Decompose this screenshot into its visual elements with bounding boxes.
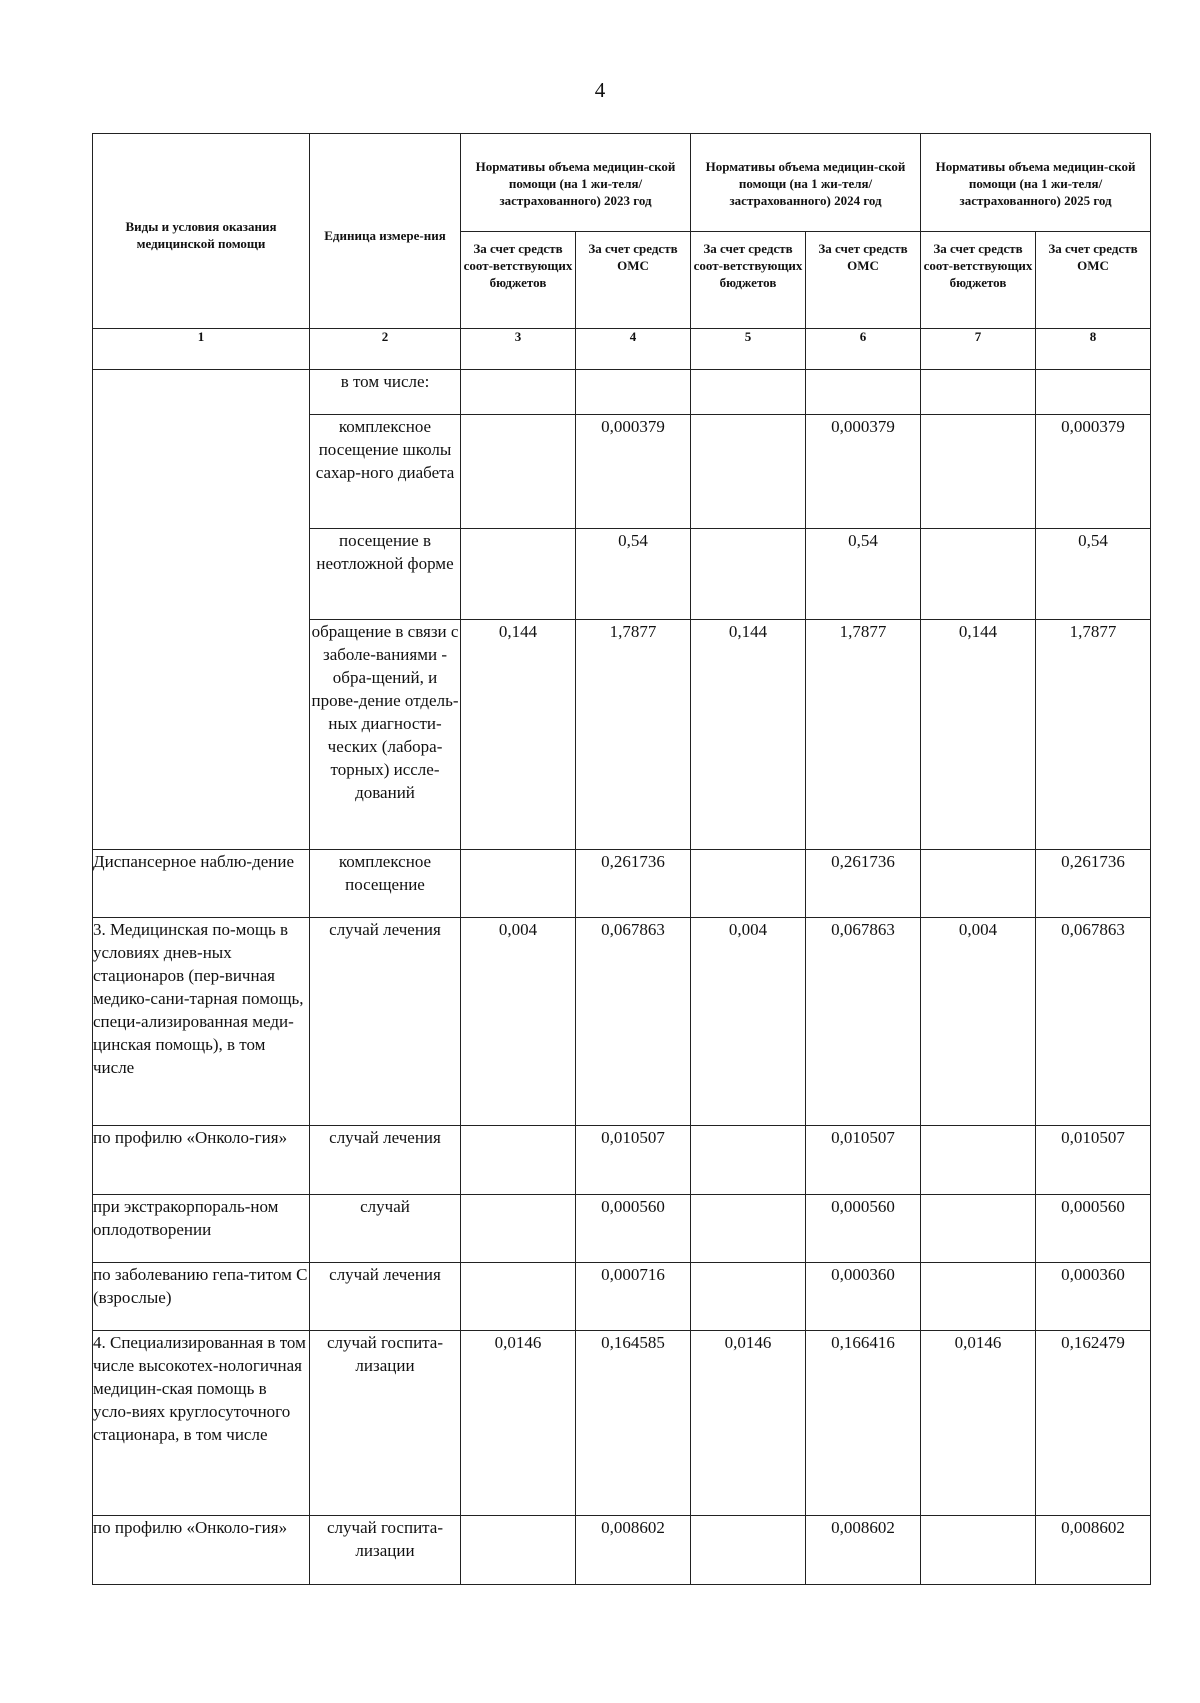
- table-body: [93, 370, 1151, 1585]
- value-cell: 0,144: [691, 620, 806, 850]
- value-cell: 0,000379: [576, 415, 691, 529]
- value-cell: [921, 850, 1036, 918]
- table-row: [93, 1195, 1151, 1263]
- value-cell: 0,0146: [691, 1331, 806, 1516]
- header-budget-2024: За счет средств соот-ветствующих бюджетов: [691, 232, 806, 329]
- value-cell: 0,164585: [576, 1331, 691, 1516]
- column-number: 3: [461, 329, 576, 370]
- value-cell: 0,54: [1036, 529, 1151, 620]
- care-type-cell: 4. Специализированная в том числе высокотех-нологичная медицин-ская помощь в усло-виях круглосуточного стационара, в том числе: [93, 1331, 310, 1516]
- value-cell: 0,000716: [576, 1263, 691, 1331]
- value-cell: 0,0146: [461, 1331, 576, 1516]
- value-cell: [576, 370, 691, 415]
- value-cell: [461, 1126, 576, 1195]
- value-cell: [921, 1516, 1036, 1585]
- value-cell: [921, 1263, 1036, 1331]
- header-group-2023: Нормативы объема медицин-ской помощи (на 1 жи-теля/застрахованного) 2023 год: [461, 134, 691, 232]
- column-number: 2: [310, 329, 461, 370]
- table-row: [93, 918, 1151, 1126]
- column-number: 4: [576, 329, 691, 370]
- unit-cell: случай: [310, 1195, 461, 1263]
- value-cell: 0,000379: [806, 415, 921, 529]
- unit-cell: посещение в неотложной форме: [310, 529, 461, 620]
- unit-cell: в том числе:: [310, 370, 461, 415]
- value-cell: 0,004: [691, 918, 806, 1126]
- value-cell: 0,010507: [1036, 1126, 1151, 1195]
- value-cell: 0,010507: [806, 1126, 921, 1195]
- value-cell: 0,067863: [806, 918, 921, 1126]
- unit-cell: комплексное посещение: [310, 850, 461, 918]
- value-cell: [921, 1126, 1036, 1195]
- unit-cell: случай госпита-лизации: [310, 1331, 461, 1516]
- table-row: [93, 370, 1151, 415]
- value-cell: 0,008602: [1036, 1516, 1151, 1585]
- value-cell: 0,54: [806, 529, 921, 620]
- value-cell: [691, 529, 806, 620]
- page-number: 4: [594, 78, 606, 102]
- header-oms-2023: За счет средств ОМС: [576, 232, 691, 329]
- care-type-cell: Диспансерное наблю-дение: [93, 850, 310, 918]
- value-cell: 0,261736: [806, 850, 921, 918]
- value-cell: 1,7877: [1036, 620, 1151, 850]
- header-unit: Единица измере-ния: [310, 134, 461, 329]
- unit-cell: случай лечения: [310, 1263, 461, 1331]
- care-type-cell: по профилю «Онколо-гия»: [93, 1516, 310, 1585]
- value-cell: [691, 370, 806, 415]
- value-cell: [921, 370, 1036, 415]
- value-cell: 0,000360: [806, 1263, 921, 1331]
- value-cell: 0,010507: [576, 1126, 691, 1195]
- value-cell: [461, 529, 576, 620]
- value-cell: [691, 415, 806, 529]
- value-cell: 0,008602: [806, 1516, 921, 1585]
- table-row: [93, 1516, 1151, 1585]
- header-budget-2025: За счет средств соот-ветствующих бюджетов: [921, 232, 1036, 329]
- column-number: 6: [806, 329, 921, 370]
- care-type-cell: по профилю «Онколо-гия»: [93, 1126, 310, 1195]
- table-row: [93, 1263, 1151, 1331]
- table-row: [93, 1331, 1151, 1516]
- header-kind-of-care: Виды и условия оказания медицинской помощи: [93, 134, 310, 329]
- value-cell: 0,004: [921, 918, 1036, 1126]
- header-group-2025: Нормативы объема медицин-ской помощи (на 1 жи-теля/застрахованного) 2025 год: [921, 134, 1151, 232]
- value-cell: 0,000560: [1036, 1195, 1151, 1263]
- value-cell: [691, 1195, 806, 1263]
- value-cell: 0,000560: [806, 1195, 921, 1263]
- value-cell: 0,166416: [806, 1331, 921, 1516]
- unit-cell: случай лечения: [310, 1126, 461, 1195]
- value-cell: [461, 1263, 576, 1331]
- value-cell: [691, 1263, 806, 1331]
- column-number: 1: [93, 329, 310, 370]
- value-cell: [461, 850, 576, 918]
- table-header: [93, 134, 1151, 370]
- header-oms-2024: За счет средств ОМС: [806, 232, 921, 329]
- value-cell: [1036, 370, 1151, 415]
- value-cell: 0,067863: [1036, 918, 1151, 1126]
- column-number: 8: [1036, 329, 1151, 370]
- value-cell: [691, 850, 806, 918]
- value-cell: [806, 370, 921, 415]
- value-cell: 0,54: [576, 529, 691, 620]
- care-type-cell: 3. Медицинская по-мощь в условиях днев-ных стационаров (пер-вичная медико-сани-тарная помощь, специ-ализированная меди-цинская помощь), в том числе: [93, 918, 310, 1126]
- value-cell: 0,000360: [1036, 1263, 1151, 1331]
- care-type-cell: по заболеванию гепа-титом С (взрослые): [93, 1263, 310, 1331]
- value-cell: [921, 415, 1036, 529]
- value-cell: [921, 529, 1036, 620]
- value-cell: 0,144: [461, 620, 576, 850]
- header-group-2024: Нормативы объема медицин-ской помощи (на 1 жи-теля/застрахованного) 2024 год: [691, 134, 921, 232]
- value-cell: 1,7877: [806, 620, 921, 850]
- table-row: [93, 1126, 1151, 1195]
- value-cell: 0,067863: [576, 918, 691, 1126]
- value-cell: [691, 1126, 806, 1195]
- value-cell: [461, 370, 576, 415]
- care-type-cell: [93, 370, 310, 850]
- value-cell: 0,162479: [1036, 1331, 1151, 1516]
- value-cell: 0,000560: [576, 1195, 691, 1263]
- value-cell: 0,008602: [576, 1516, 691, 1585]
- value-cell: 0,144: [921, 620, 1036, 850]
- care-type-cell: при экстракорпораль-ном оплодотворении: [93, 1195, 310, 1263]
- value-cell: 1,7877: [576, 620, 691, 850]
- column-number: 5: [691, 329, 806, 370]
- header-oms-2025: За счет средств ОМС: [1036, 232, 1151, 329]
- value-cell: [461, 415, 576, 529]
- header-budget-2023: За счет средств соот-ветствующих бюджетов: [461, 232, 576, 329]
- value-cell: [921, 1195, 1036, 1263]
- norms-table: [92, 133, 1151, 1585]
- value-cell: 0,261736: [576, 850, 691, 918]
- value-cell: 0,261736: [1036, 850, 1151, 918]
- value-cell: 0,004: [461, 918, 576, 1126]
- value-cell: [461, 1516, 576, 1585]
- unit-cell: комплексное посещение школы сахар-ного диабета: [310, 415, 461, 529]
- unit-cell: случай лечения: [310, 918, 461, 1126]
- column-number-row: [93, 329, 1151, 370]
- value-cell: 0,000379: [1036, 415, 1151, 529]
- table-row: [93, 850, 1151, 918]
- value-cell: [691, 1516, 806, 1585]
- column-number: 7: [921, 329, 1036, 370]
- value-cell: 0,0146: [921, 1331, 1036, 1516]
- unit-cell: случай госпита-лизации: [310, 1516, 461, 1585]
- unit-cell: обращение в связи с заболе-ваниями - обра-щений, и прове-дение отдель-ных диагности-ческих (лабора-торных) иссле-дований: [310, 620, 461, 850]
- value-cell: [461, 1195, 576, 1263]
